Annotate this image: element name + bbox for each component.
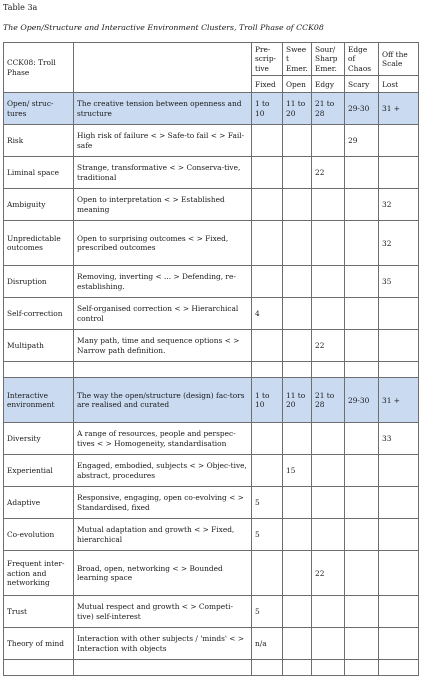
row-value: 32 — [379, 189, 419, 221]
row-value — [345, 487, 379, 519]
row-value — [379, 298, 419, 330]
row-value — [312, 423, 345, 455]
row-description: Self-organised correction < > Hierarchical control — [74, 298, 252, 330]
table-row — [4, 157, 419, 189]
row-value — [379, 487, 419, 519]
table-row — [4, 125, 419, 157]
row-value: 1 to 10 — [252, 93, 283, 125]
section-row — [4, 93, 419, 125]
row-value — [252, 423, 283, 455]
row-description: Interaction with other subjects / 'minds' < > Interaction with objects — [74, 628, 252, 660]
row-description: Open to interpretation < > Established meaning — [74, 189, 252, 221]
header-sub-0: Fixed — [252, 76, 283, 93]
table-row — [4, 551, 419, 596]
spacer-cell — [252, 362, 283, 378]
spacer-cell — [312, 362, 345, 378]
row-value — [283, 266, 312, 298]
row-value — [283, 551, 312, 596]
row-value — [379, 628, 419, 660]
header-col-2: Sour/ Sharp Emer. — [312, 43, 345, 76]
row-name: Diversity — [4, 423, 74, 455]
spacer-cell — [379, 660, 419, 676]
spacer-cell — [345, 362, 379, 378]
row-value — [345, 628, 379, 660]
row-value — [345, 330, 379, 362]
row-name: Liminal space — [4, 157, 74, 189]
row-value: 29-30 — [345, 378, 379, 423]
row-value — [283, 221, 312, 266]
row-value — [312, 298, 345, 330]
row-name: Frequent inter-action and networking — [4, 551, 74, 596]
row-value — [379, 519, 419, 551]
row-value — [312, 628, 345, 660]
row-description: High risk of failure < > Safe-to fail < > Fail-safe — [74, 125, 252, 157]
row-value: 5 — [252, 596, 283, 628]
row-value: 33 — [379, 423, 419, 455]
row-value — [379, 125, 419, 157]
row-value: 5 — [252, 487, 283, 519]
row-value — [345, 423, 379, 455]
row-description: The creative tension between openness and structure — [74, 93, 252, 125]
row-value — [252, 157, 283, 189]
table-row — [4, 455, 419, 487]
row-value — [283, 189, 312, 221]
row-value — [312, 519, 345, 551]
header-col-1: Sweet Emer. — [283, 43, 312, 76]
row-value — [283, 487, 312, 519]
row-value: 32 — [379, 221, 419, 266]
table-label: Table 3a — [3, 3, 38, 12]
row-value: 22 — [312, 157, 345, 189]
table-row — [4, 423, 419, 455]
row-value — [345, 157, 379, 189]
row-name: Ambiguity — [4, 189, 74, 221]
row-name: Open/ struc-tures — [4, 93, 74, 125]
header-blank-cell — [74, 43, 252, 93]
row-value — [283, 519, 312, 551]
header-col-0: Pre-scrip-tive — [252, 43, 283, 76]
row-description: Strange, transformative < > Conserva-tive, traditional — [74, 157, 252, 189]
row-value — [283, 423, 312, 455]
row-description: The way the open/structure (design) fac-tors are realised and curated — [74, 378, 252, 423]
spacer-cell — [252, 660, 283, 676]
row-value — [379, 455, 419, 487]
header-col-4: Off the Scale — [379, 43, 419, 76]
row-value: 22 — [312, 551, 345, 596]
row-value — [252, 189, 283, 221]
row-description: A range of resources, people and perspec-tives < > Homogeneity, standardisation — [74, 423, 252, 455]
row-value — [312, 455, 345, 487]
header-sub-3: Scary — [345, 76, 379, 93]
cluster-table — [3, 42, 419, 676]
row-value: 22 — [312, 330, 345, 362]
row-name: Risk — [4, 125, 74, 157]
table-row — [4, 628, 419, 660]
table-row — [4, 330, 419, 362]
row-value — [345, 596, 379, 628]
table-row — [4, 519, 419, 551]
row-value — [379, 596, 419, 628]
row-description: Open to surprising outcomes < > Fixed, prescribed outcomes — [74, 221, 252, 266]
row-value — [345, 189, 379, 221]
row-value — [252, 125, 283, 157]
row-value: 11 to 20 — [283, 93, 312, 125]
row-value: 31 + — [379, 378, 419, 423]
table-row — [4, 221, 419, 266]
spacer-cell — [379, 362, 419, 378]
spacer-cell — [345, 660, 379, 676]
row-value — [379, 330, 419, 362]
row-value: 21 to 28 — [312, 378, 345, 423]
row-value — [252, 330, 283, 362]
row-value — [345, 519, 379, 551]
row-value — [283, 596, 312, 628]
row-value — [345, 551, 379, 596]
header-col-3: Edge of Chaos — [345, 43, 379, 76]
spacer-cell — [4, 660, 74, 676]
row-value — [312, 487, 345, 519]
header-phase: CCK08: Troll Phase — [7, 58, 56, 77]
row-name: Self-correction — [4, 298, 74, 330]
row-name: Unpredictable outcomes — [4, 221, 74, 266]
header-sub-2: Edgy — [312, 76, 345, 93]
row-value: n/a — [252, 628, 283, 660]
header-sub-4: Lost — [379, 76, 419, 93]
spacer-row — [4, 362, 419, 378]
row-value — [312, 596, 345, 628]
row-value — [283, 298, 312, 330]
row-name: Multipath — [4, 330, 74, 362]
row-name: Co-evolution — [4, 519, 74, 551]
section-row — [4, 378, 419, 423]
table-row — [4, 298, 419, 330]
spacer-cell — [74, 362, 252, 378]
row-value: 1 to 10 — [252, 378, 283, 423]
row-description: Mutual respect and growth < > Competi-tive) self-interest — [74, 596, 252, 628]
table-row — [4, 487, 419, 519]
row-value: 21 to 28 — [312, 93, 345, 125]
row-value — [252, 221, 283, 266]
row-value: 29 — [345, 125, 379, 157]
table-title: The Open/Structure and Interactive Environment Clusters, Troll Phase of CCK08 — [3, 23, 324, 32]
spacer-cell — [312, 660, 345, 676]
table-row — [4, 596, 419, 628]
row-name: Adaptive — [4, 487, 74, 519]
row-value — [283, 125, 312, 157]
row-description: Broad, open, networking < > Bounded learning space — [74, 551, 252, 596]
row-name: Theory of mind — [4, 628, 74, 660]
row-value — [252, 551, 283, 596]
table-row — [4, 189, 419, 221]
spacer-cell — [74, 660, 252, 676]
row-description: Removing, inverting < ... > Defending, re-establishing. — [74, 266, 252, 298]
row-value — [345, 298, 379, 330]
row-description: Mutual adaptation and growth < > Fixed, hierarchical — [74, 519, 252, 551]
row-value — [379, 157, 419, 189]
table-row — [4, 266, 419, 298]
row-value — [312, 266, 345, 298]
row-value: 31 + — [379, 93, 419, 125]
spacer-row — [4, 660, 419, 676]
row-value — [379, 551, 419, 596]
row-name: Trust — [4, 596, 74, 628]
row-value — [345, 455, 379, 487]
spacer-cell — [4, 362, 74, 378]
header-row — [4, 43, 419, 76]
row-value — [312, 189, 345, 221]
row-value — [345, 221, 379, 266]
row-value: 35 — [379, 266, 419, 298]
row-name: Interactive environment — [4, 378, 74, 423]
row-name: Experiential — [4, 455, 74, 487]
row-description: Engaged, embodied, subjects < > Objec-tive, abstract, procedures — [74, 455, 252, 487]
row-value — [312, 125, 345, 157]
row-value — [283, 628, 312, 660]
header-phase-cell — [4, 43, 74, 93]
row-description: Many path, time and sequence options < > Narrow path definition. — [74, 330, 252, 362]
row-value — [283, 157, 312, 189]
row-value: 29-30 — [345, 93, 379, 125]
row-value: 4 — [252, 298, 283, 330]
row-value — [252, 455, 283, 487]
spacer-cell — [283, 362, 312, 378]
header-sub-1: Open — [283, 76, 312, 93]
row-name: Disruption — [4, 266, 74, 298]
row-value — [312, 221, 345, 266]
row-description: Responsive, engaging, open co-evolving < > Standardised, fixed — [74, 487, 252, 519]
row-value: 11 to 20 — [283, 378, 312, 423]
spacer-cell — [283, 660, 312, 676]
row-value — [252, 266, 283, 298]
row-value — [283, 330, 312, 362]
row-value — [345, 266, 379, 298]
row-value: 15 — [283, 455, 312, 487]
row-value: 5 — [252, 519, 283, 551]
